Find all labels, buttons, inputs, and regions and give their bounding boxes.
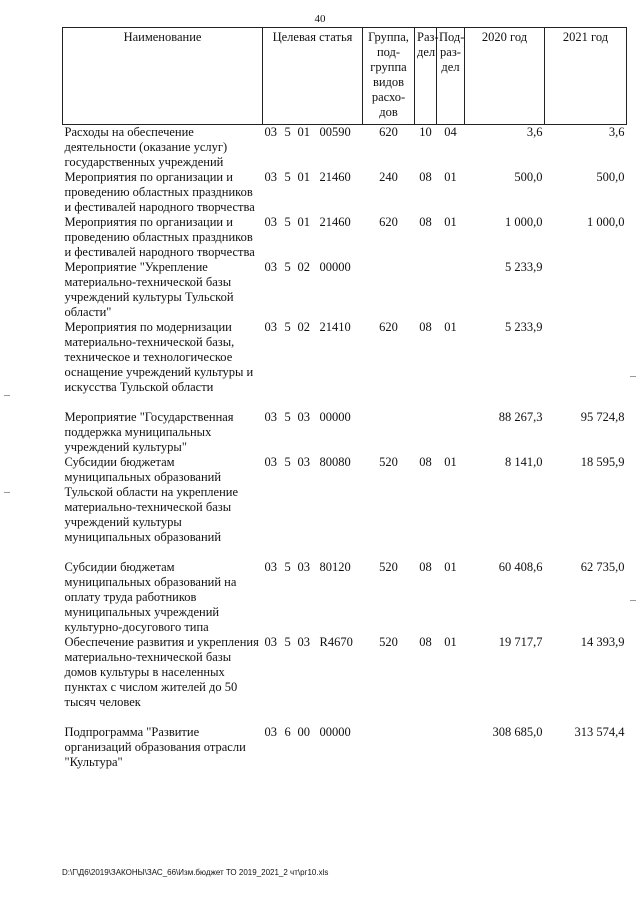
value-2021: 14 393,9 <box>580 635 625 649</box>
group-code <box>363 260 415 320</box>
value-2021 <box>545 260 627 320</box>
page-number: 40 <box>314 13 326 25</box>
target-code: 03 5 01 00590 <box>264 125 351 139</box>
value-2020: 88 267,3 <box>498 410 543 424</box>
value-2021: 95 724,8 <box>580 410 625 424</box>
table-row <box>63 215 627 260</box>
section-code: 08 <box>419 635 432 649</box>
row-name: Мероприятие "Укрепление материально-технической базы учреждений культуры Тульской области" <box>64 260 234 319</box>
value-2020: 308 685,0 <box>492 725 543 739</box>
value-2020: 5 233,9 <box>505 260 543 274</box>
table-row <box>63 455 627 545</box>
table-row <box>63 410 627 455</box>
section-code <box>415 725 437 770</box>
subsection-code: 01 <box>444 215 457 229</box>
value-2021: 3,6 <box>608 125 625 139</box>
header-2021: 2021 год <box>545 28 627 125</box>
header-2020: 2020 год <box>465 28 545 125</box>
subsection-code: 04 <box>444 125 457 139</box>
table-header-row <box>63 28 627 125</box>
target-code: 03 5 01 21460 <box>264 215 351 229</box>
target-code: 03 5 01 21460 <box>264 170 351 184</box>
scan-edge-mark <box>4 395 10 396</box>
scan-edge-mark <box>4 492 10 493</box>
subsection-code: 01 <box>444 635 457 649</box>
row-name: Мероприятия по организации и проведению областных праздников и фестивалей народного творчества <box>64 170 255 214</box>
row-name: Мероприятие "Государственная поддержка муниципальных учреждений культуры" <box>64 410 234 454</box>
row-name: Подпрограмма "Развитие организаций образования отрасли "Культура" <box>64 725 246 769</box>
value-2020: 3,6 <box>526 125 543 139</box>
target-code: 03 5 02 21410 <box>264 320 351 334</box>
subsection-code: 01 <box>444 170 457 184</box>
row-name: Субсидии бюджетам муниципальных образований Тульской области на укрепление материально-технической базы учреждений культуры муниципальных образований <box>64 455 238 544</box>
value-2020: 500,0 <box>514 170 543 184</box>
spacer-row <box>63 395 627 410</box>
table-row <box>63 320 627 395</box>
value-2020: 60 408,6 <box>498 560 543 574</box>
header-section: Раз- дел <box>415 28 437 125</box>
target-code: 03 6 00 00000 <box>264 725 351 739</box>
value-2020: 1 000,0 <box>505 215 543 229</box>
footer-file-path: D:\Г\Д6\2019\ЗАКОНЫ\ЗАС_66\Изм.бюджет ТО 2019_2021_2 чт\рг10.xls <box>62 868 329 877</box>
budget-table <box>62 27 627 770</box>
section-code: 08 <box>419 215 432 229</box>
table-row <box>63 260 627 320</box>
group-code: 620 <box>379 125 398 139</box>
row-name: Мероприятия по организации и проведению областных праздников и фестивалей народного творчества <box>64 215 255 259</box>
header-name: Наименование <box>63 28 263 125</box>
header-subsection: Под- раз- дел <box>437 28 465 125</box>
group-code: 520 <box>379 635 398 649</box>
target-code: 03 5 03 00000 <box>264 410 351 424</box>
group-code <box>363 410 415 455</box>
row-name: Мероприятия по модернизации материально-технической базы, техническое и технологическое оснащение учреждений культуры и искусства Тульской области <box>64 320 254 394</box>
value-2020: 8 141,0 <box>505 455 543 469</box>
header-group: Группа, под- группа видов расхо- дов <box>363 28 415 125</box>
table-row <box>63 635 627 710</box>
row-name: Расходы на обеспечение деятельности (оказание услуг) государственных учреждений <box>64 125 228 169</box>
subsection-code: 01 <box>444 320 457 334</box>
target-code: 03 5 02 00000 <box>264 260 351 274</box>
section-code: 08 <box>419 455 432 469</box>
value-2021: 62 735,0 <box>580 560 625 574</box>
section-code: 10 <box>419 125 432 139</box>
section-code <box>415 260 437 320</box>
subsection-code <box>437 410 465 455</box>
group-code: 240 <box>379 170 398 184</box>
target-code: 03 5 03 80120 <box>264 560 351 574</box>
section-code: 08 <box>419 320 432 334</box>
group-code: 520 <box>379 455 398 469</box>
table-row <box>63 170 627 215</box>
row-name: Субсидии бюджетам муниципальных образований на оплату труда работников муниципальных учреждений культурно-досугового типа <box>64 560 237 634</box>
group-code: 620 <box>379 320 398 334</box>
value-2021: 313 574,4 <box>574 725 625 739</box>
section-code: 08 <box>419 560 432 574</box>
spacer-row <box>63 710 627 725</box>
value-2020: 19 717,7 <box>498 635 543 649</box>
group-code <box>363 725 415 770</box>
table-row <box>63 725 627 770</box>
subsection-code <box>437 260 465 320</box>
subsection-code <box>437 725 465 770</box>
value-2021: 500,0 <box>596 170 625 184</box>
group-code: 520 <box>379 560 398 574</box>
spacer-row <box>63 545 627 560</box>
value-2021 <box>545 320 627 395</box>
section-code: 08 <box>419 170 432 184</box>
section-code <box>415 410 437 455</box>
table-row <box>63 125 627 171</box>
scan-edge-mark <box>630 376 636 377</box>
group-code: 620 <box>379 215 398 229</box>
subsection-code: 01 <box>444 560 457 574</box>
row-name: Обеспечение развития и укрепления материально-технической базы домов культуры в населенных пунктах с числом жителей до 50 тысяч человек <box>64 635 259 709</box>
value-2021: 18 595,9 <box>580 455 625 469</box>
value-2021: 1 000,0 <box>587 215 625 229</box>
scan-edge-mark <box>630 600 636 601</box>
target-code: 03 5 03 R4670 <box>264 635 353 649</box>
header-target: Целевая статья <box>263 28 363 125</box>
target-code: 03 5 03 80080 <box>264 455 351 469</box>
subsection-code: 01 <box>444 455 457 469</box>
table-row <box>63 560 627 635</box>
value-2020: 5 233,9 <box>505 320 543 334</box>
